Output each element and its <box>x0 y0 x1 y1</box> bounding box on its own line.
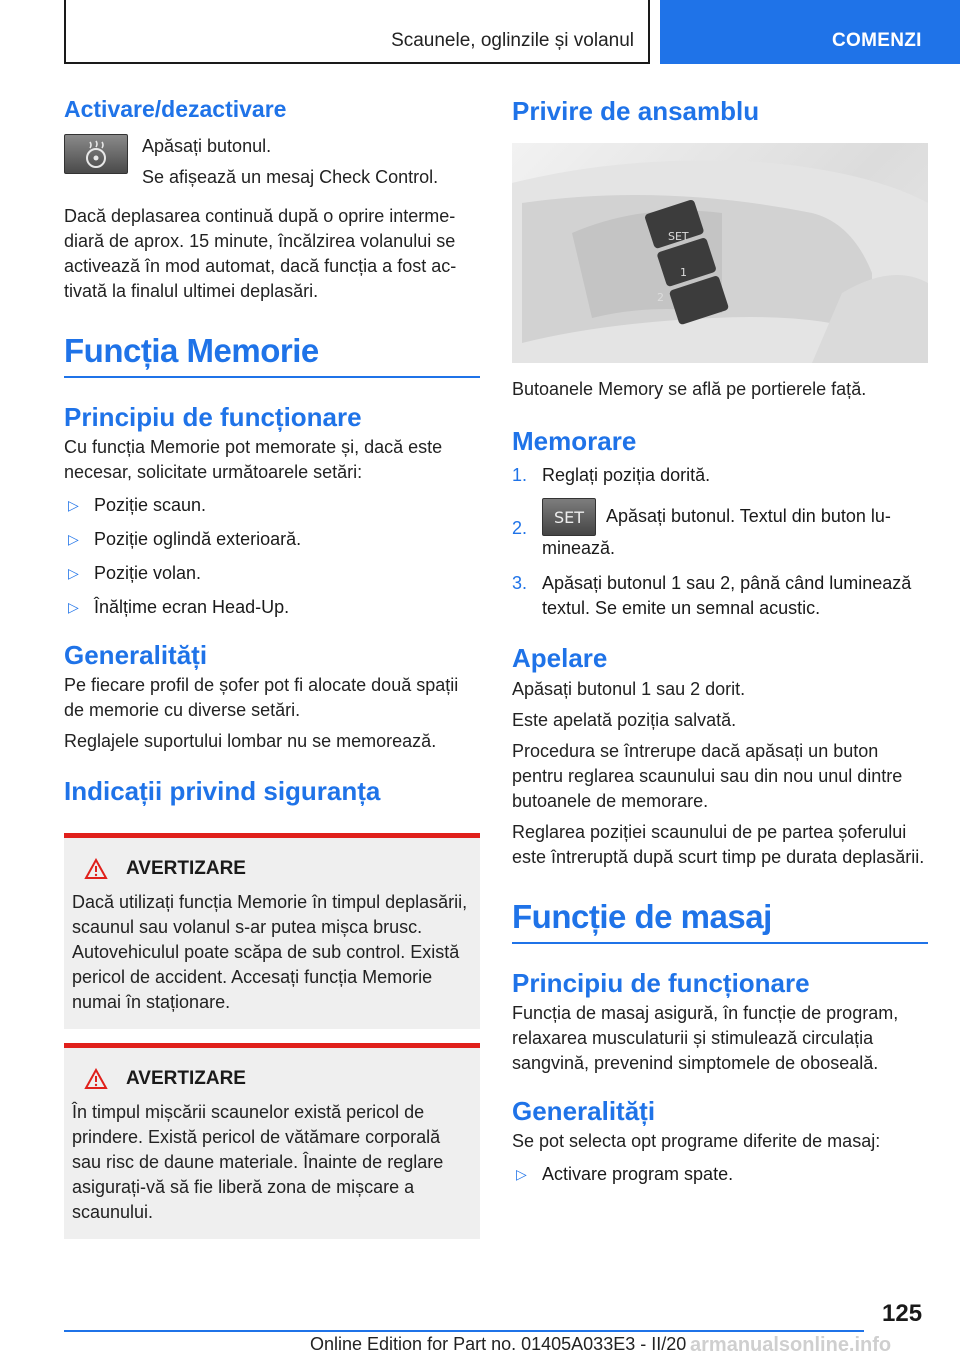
warning-title-1 <box>72 858 472 880</box>
list-item <box>64 527 480 552</box>
triangle-bullet-icon: ▷ <box>68 564 79 581</box>
section-title: Scaunele, oglinzile și volanul <box>391 30 634 51</box>
step-text: Apăsați butonul 1 sau 2, până când luminează textul. Se emite un semnal acustic. <box>542 573 912 619</box>
warning-title-2 <box>72 1068 472 1090</box>
activate-step-2: Se afișează un mesaj Check Control. <box>142 166 439 187</box>
list-item <box>512 498 928 561</box>
left-column <box>64 96 480 1239</box>
principle-paragraph: Cu funcția Memorie pot memorate și, dacă este necesar, solicitate următoarele setări: <box>64 436 443 482</box>
photo-label-2: 2 <box>657 291 664 305</box>
memory-heading: Funcția Memorie <box>64 331 319 369</box>
recall-paragraph-3: Procedura se întrerupe dacă apăsați un buton pentru reglarea scaunului sau din nou unul dintre butoanele de memorare. <box>512 740 903 811</box>
principle-heading: Principiu de funcționare <box>64 401 362 432</box>
header-section-box <box>64 0 650 64</box>
triangle-bullet-icon: ▷ <box>68 598 79 615</box>
overview-heading: Privire de ansamblu <box>512 96 760 126</box>
massage-heading-wrap <box>512 898 928 944</box>
triangle-bullet-icon: ▷ <box>68 496 79 513</box>
list-item-text: Poziție oglindă exterioară. <box>94 528 302 549</box>
recall-paragraph-2: Este apelată poziția salvată. <box>512 709 737 730</box>
warning-box-1 <box>64 833 480 1029</box>
list-item <box>512 571 928 621</box>
list-item <box>64 493 480 518</box>
activate-step-1: Apăsați butonul. <box>142 135 272 156</box>
door-panel-illustration <box>512 143 928 363</box>
list-item-text: Poziție scaun. <box>94 494 207 515</box>
photo-caption: Butoanele Memory se află pe portierele față. <box>512 379 867 400</box>
list-item-text: Înălțime ecran Head-Up. <box>94 596 290 617</box>
steering-heat-button-image <box>64 134 128 174</box>
warning-triangle-icon <box>84 1068 108 1090</box>
recall-paragraph-4: Reglarea poziției scaunului de pe partea șoferului este întreruptă după scurt timp pe durata deplasării. <box>512 821 925 867</box>
step-text: Apăsați butonul. Textul din buton luminează. <box>542 506 891 559</box>
right-column <box>512 96 928 1196</box>
list-item-text: Poziție volan. <box>94 562 202 583</box>
massage-heading: Funcție de masaj <box>512 897 772 935</box>
safety-heading: Indicații privind siguranța <box>64 775 381 806</box>
list-item <box>512 1162 928 1187</box>
memory-heading-wrap <box>64 332 480 378</box>
store-steps <box>512 463 928 621</box>
store-heading: Memorare <box>512 426 637 457</box>
general-paragraph-1: Pe fiecare profil de șofer pot fi alocate două spații de memorie cu diverse setări. <box>64 674 459 720</box>
triangle-bullet-icon: ▷ <box>516 1165 527 1182</box>
triangle-bullet-icon: ▷ <box>68 530 79 547</box>
chapter-tab-label: COMENZI <box>832 30 922 51</box>
photo-label-1: 1 <box>680 266 687 280</box>
warning-text-1: Dacă utilizați funcția Memorie în timpul deplasării, scaunul sau volanul s-ar putea mișca brusc. Autovehiculul poate scăpa de sub control. Există pericol de accident. Accesați funcția Memorie numai în staționare. <box>72 892 468 1013</box>
warning-text-2: În timpul mișcării scaunelor există pericol de prindere. Există pericol de vătămare corporală sau risc de daune materiale. Înainte de reglare asigurați-vă să fie liberă zona de mișcare a scaunului. <box>72 1102 444 1223</box>
principle-list <box>64 493 480 620</box>
activate-paragraph: Dacă deplasarea continuă după o oprire intermediară de aprox. 15 minute, încălzirea volanului se activează în mod automat, dacă funcția a fost activată la finalul ultimei deplasări. <box>64 205 457 301</box>
activate-steps <box>64 134 480 190</box>
recall-heading: Apelare <box>512 643 608 674</box>
massage-principle-paragraph: Funcția de masaj asigură, în funcție de program, relaxarea musculaturii și stimulează circulația sangvină, prevenind simptomele de oboseală. <box>512 1002 899 1073</box>
edition-text: Online Edition for Part no. 01405A033E3 - II/20 <box>310 1334 687 1354</box>
massage-list <box>512 1162 928 1187</box>
warning-title-text: AVERTIZARE <box>126 858 246 880</box>
chapter-tab[interactable] <box>660 0 960 64</box>
activate-heading: Activare/dezactivare <box>64 96 287 122</box>
massage-general-heading: Generalități <box>512 1095 656 1126</box>
list-item <box>512 463 928 488</box>
massage-principle-heading: Principiu de funcționare <box>512 967 810 998</box>
step-number: 2. <box>512 518 528 539</box>
step-number: 1. <box>512 465 528 486</box>
step-number: 3. <box>512 573 528 594</box>
watermark: armanualsonline.info <box>690 1334 892 1356</box>
step-text: Reglați poziția dorită. <box>542 465 711 486</box>
memory-buttons-photo <box>512 143 928 363</box>
warning-box-2 <box>64 1043 480 1239</box>
photo-label-set: SET <box>668 230 689 244</box>
massage-general-paragraph: Se pot selecta opt programe diferite de masaj: <box>512 1130 881 1151</box>
general-heading: Generalități <box>64 639 208 670</box>
warning-title-text: AVERTIZARE <box>126 1068 246 1090</box>
recall-paragraph-1: Apăsați butonul 1 sau 2 dorit. <box>512 678 746 699</box>
set-button-image: SET <box>542 498 596 536</box>
general-paragraph-2: Reglajele suportului lombar nu se memorează. <box>64 730 437 751</box>
list-item-text: Activare program spate. <box>542 1163 734 1184</box>
steering-wheel-heat-icon <box>82 139 110 169</box>
list-item <box>64 595 480 620</box>
page-number: 125 <box>882 1300 923 1327</box>
warning-triangle-icon <box>84 858 108 880</box>
list-item <box>64 561 480 586</box>
footer-divider <box>64 1330 864 1332</box>
